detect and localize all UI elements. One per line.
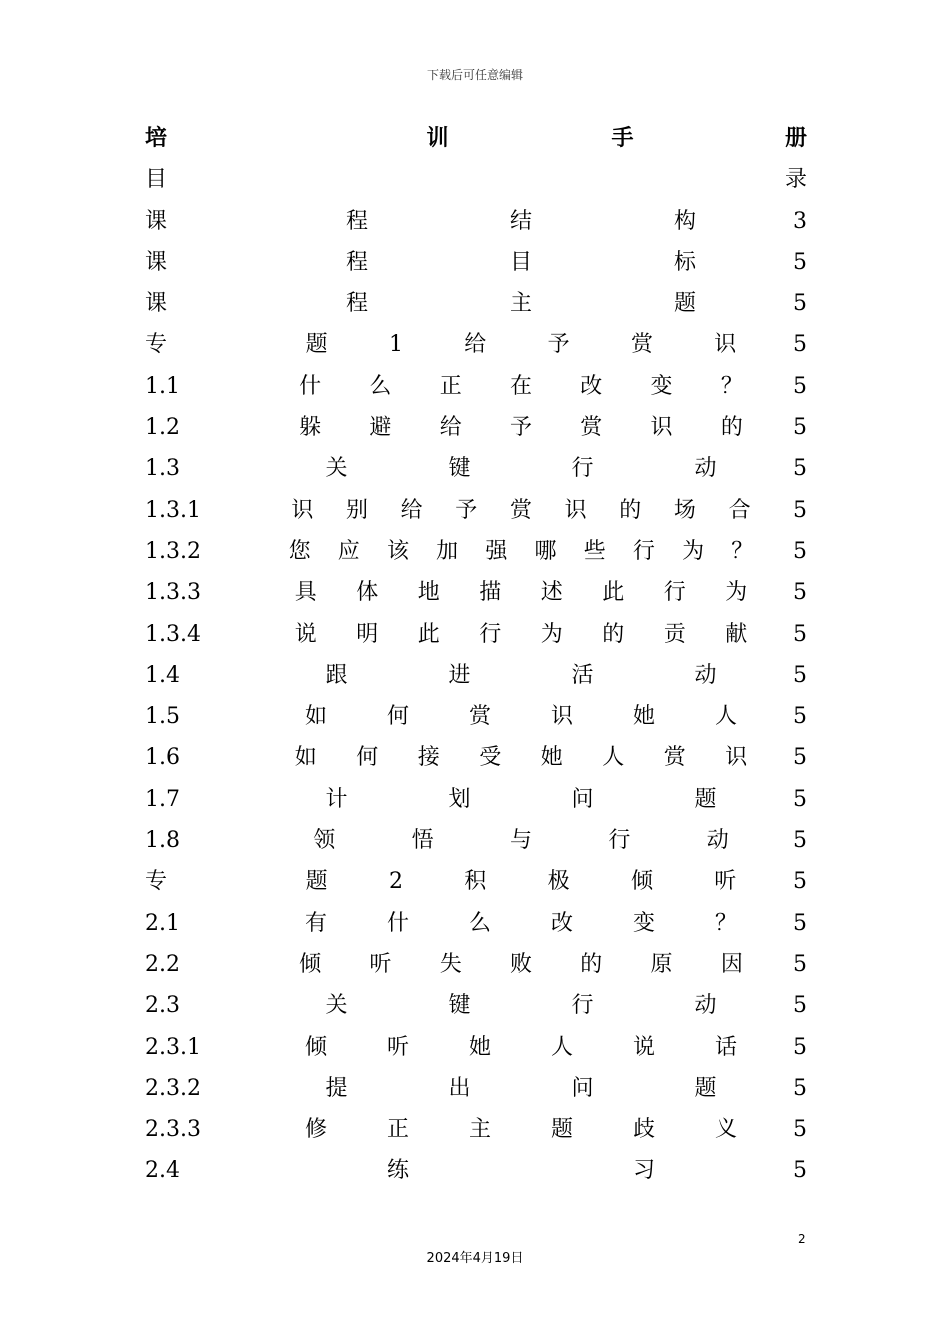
- toc-entry-title-char: 题: [305, 332, 328, 358]
- toc-entry-title-char: 2: [388, 869, 403, 895]
- toc-entry-title-char: 有: [304, 910, 327, 936]
- toc-entry[interactable]: [145, 242, 807, 283]
- toc-entry-title-char: 行: [571, 456, 594, 482]
- toc-entry-number: 2.3.1: [145, 1034, 201, 1060]
- toc-entry-title-char: 进: [448, 662, 471, 688]
- toc-entry-title: [255, 944, 787, 985]
- toc-entry-title: [255, 490, 787, 531]
- toc-entry-page: 5: [793, 1034, 807, 1060]
- toc-entry-title-char: ？: [720, 373, 743, 399]
- toc-entry-number: 2.3: [145, 993, 180, 1019]
- toc-entry-title-char: 如: [294, 745, 317, 771]
- toc-entry-page: 5: [793, 1075, 807, 1101]
- toc-entry-title-char: 目: [509, 249, 532, 275]
- toc-entry-title-char: 人: [550, 1034, 573, 1060]
- toc-entry-title-char: 么: [369, 373, 392, 399]
- toc-entry-title-char: 程: [345, 208, 368, 234]
- toc-entry[interactable]: [145, 614, 807, 655]
- toc-entry-page: 5: [793, 704, 807, 730]
- toc-entry-number: 专: [145, 869, 168, 895]
- toc-entry-title-char: 因: [720, 951, 743, 977]
- toc-entry-number: 1.4: [145, 662, 180, 688]
- toc-entry-page: 5: [793, 373, 807, 399]
- toc-entry-number: 课: [145, 208, 168, 234]
- toc-entry-title-char: 何: [356, 745, 379, 771]
- toc-entry-title-char: 话: [714, 1034, 737, 1060]
- toc-entry-title-char: 义: [714, 1117, 737, 1143]
- toc-entry[interactable]: [145, 655, 807, 696]
- toc-entry-title: [255, 820, 787, 861]
- toc-entry-title-char: 悟: [411, 828, 434, 854]
- title-char: 手: [611, 125, 634, 151]
- toc-entry[interactable]: [145, 1150, 807, 1191]
- toc-entry-title-char: 划: [448, 786, 471, 812]
- toc-entry[interactable]: [145, 572, 807, 613]
- toc-entry-title: [255, 531, 787, 572]
- toc-entry-title-char: 正: [386, 1117, 409, 1143]
- toc-entry-title-char: 听: [714, 869, 737, 895]
- toc-entry-number: 专: [145, 332, 168, 358]
- toc-entry-title: [255, 1150, 787, 1191]
- toc-entry-number: 1.6: [145, 745, 180, 771]
- toc-entry-title-char: 行: [632, 538, 655, 564]
- toc-entry-title-char: 练: [386, 1158, 409, 1184]
- toc-entry-title-char: 合: [728, 497, 751, 523]
- toc-entry-title-char: 该: [386, 538, 409, 564]
- toc-entry-title-char: 积: [464, 869, 487, 895]
- toc-entry-title-char: 她: [468, 1034, 491, 1060]
- toc-entry-title-char: 什: [386, 910, 409, 936]
- toc-entry-title-char: ？: [731, 538, 754, 564]
- toc-entry-title: [255, 201, 787, 242]
- toc-entry-number: 2.1: [145, 910, 180, 936]
- toc-entry-title: [255, 737, 787, 778]
- toc-entry-title-char: 此: [602, 580, 625, 606]
- toc-entry-title: [255, 696, 787, 737]
- toc-entry-title-char: 说: [632, 1034, 655, 1060]
- toc-entry-number: 1.2: [145, 415, 180, 441]
- toc-entry-title-char: 构: [673, 208, 696, 234]
- toc-entry-title-char: 失: [439, 951, 462, 977]
- toc-entry-title-char: 体: [356, 580, 379, 606]
- toc-entry-title-char: 给: [400, 497, 423, 523]
- toc-entry-title-char: 倾: [304, 1034, 327, 1060]
- toc-entry[interactable]: [145, 366, 807, 407]
- toc-entry[interactable]: [145, 820, 807, 861]
- toc-entry[interactable]: [145, 861, 807, 902]
- toc-entry-title-char: 为: [682, 538, 705, 564]
- toc-entry-title-char: 修: [304, 1117, 327, 1143]
- toc-entry-title-char: 描: [479, 580, 502, 606]
- toc-entry-page: 5: [793, 580, 807, 606]
- toc-entry-title: [255, 985, 787, 1026]
- toc-entry-title: [255, 1068, 787, 1109]
- toc-entry-title-char: 给: [439, 415, 462, 441]
- toc-entry-title-char: 识: [291, 497, 314, 523]
- toc-entry[interactable]: [145, 737, 807, 778]
- toc-entry-page: 5: [793, 786, 807, 812]
- toc-entry-title-char: 行: [608, 828, 631, 854]
- toc-entry-title-char: 原: [650, 951, 673, 977]
- toc-entry-number: 课: [145, 249, 168, 275]
- toc-entry-page: 5: [793, 1117, 807, 1143]
- document-title: [145, 118, 807, 159]
- toc-entry-title-char: 变: [632, 910, 655, 936]
- toc-entry-title-char: 正: [439, 373, 462, 399]
- toc-entry-title-char: 动: [706, 828, 729, 854]
- toc-entry[interactable]: [145, 283, 807, 324]
- toc-entry-title-char: 主: [509, 291, 532, 317]
- toc-entry-title-char: 何: [386, 704, 409, 730]
- toc-entry-title-char: 避: [369, 415, 392, 441]
- toc-entry-title-char: 改: [580, 373, 603, 399]
- toc-entry-title-char: 动: [694, 456, 717, 482]
- toc-entry-title-char: 识: [550, 704, 573, 730]
- toc-entry-title: [255, 572, 787, 613]
- toc-entry-title-char: 习: [632, 1158, 655, 1184]
- toc-entry-title-char: 题: [673, 291, 696, 317]
- toc-entry-title-char: 动: [694, 993, 717, 1019]
- toc-entry-title-char: 活: [571, 662, 594, 688]
- toc-entry[interactable]: [145, 407, 807, 448]
- toc-entry-title-char: 跟: [325, 662, 348, 688]
- toc-entry-number: 2.3.2: [145, 1075, 201, 1101]
- toc-entry-title-char: 献: [725, 621, 748, 647]
- toc-entry-title-char: 应: [337, 538, 360, 564]
- toc-entry-title-char: 述: [540, 580, 563, 606]
- toc-entry-title: [255, 861, 787, 902]
- toc-entry-page: 5: [793, 456, 807, 482]
- toc-entry-title-char: ？: [714, 910, 737, 936]
- toc-entry-title-char: 领: [313, 828, 336, 854]
- toc-entry-title-char: 出: [448, 1075, 471, 1101]
- toc-entry-page: 5: [793, 415, 807, 441]
- toc-entry-title-char: 程: [345, 249, 368, 275]
- toc-entry-title: [255, 242, 787, 283]
- toc-entry-page: 5: [793, 662, 807, 688]
- toc-entry-title-char: 关: [325, 993, 348, 1019]
- toc-entry-title-char: 些: [583, 538, 606, 564]
- toc-entry-number: 2.4: [145, 1158, 180, 1184]
- toc-entry-title-char: 极: [547, 869, 570, 895]
- toc-entry-title-char: 题: [305, 869, 328, 895]
- toc-entry-number: 1.7: [145, 786, 180, 812]
- toc-entry-page: 5: [793, 869, 807, 895]
- toc-entry-title-char: 键: [448, 456, 471, 482]
- toc-entry-title-char: 听: [369, 951, 392, 977]
- toc-entry-title-char: 予: [455, 497, 478, 523]
- toc-entry-title-char: 赏: [468, 704, 491, 730]
- toc-entry-title: [255, 448, 787, 489]
- toc-heading-char: 录: [784, 167, 807, 193]
- toc-entry-title: [255, 407, 787, 448]
- toc-entry-title-char: 您: [288, 538, 311, 564]
- toc-entry-title-char: 标: [673, 249, 696, 275]
- toc-entry-title-char: 的: [619, 497, 642, 523]
- toc-entry-title-char: 结: [509, 208, 532, 234]
- toc-entry-title-char: 如: [304, 704, 327, 730]
- toc-entry-page: 5: [793, 332, 807, 358]
- toc-entry-title-char: 贡: [663, 621, 686, 647]
- toc-entry-title-char: 歧: [632, 1117, 655, 1143]
- toc-entry-page: 5: [793, 621, 807, 647]
- toc-entry-title-char: 改: [550, 910, 573, 936]
- toc-entry-title-char: 提: [325, 1075, 348, 1101]
- toc-entry-title-char: 计: [325, 786, 348, 812]
- toc-entry-title-char: 关: [325, 456, 348, 482]
- toc-entry-title: [255, 366, 787, 407]
- toc-entry-number: 1.1: [145, 373, 180, 399]
- toc-entry-title-char: 听: [386, 1034, 409, 1060]
- toc-entry-title-char: 予: [547, 332, 570, 358]
- toc-entry[interactable]: [145, 1109, 807, 1150]
- toc-entry-number: 1.3.2: [145, 538, 201, 564]
- toc-entry-title-char: 为: [725, 580, 748, 606]
- toc-entry-title-char: 场: [673, 497, 696, 523]
- toc-entry-title: [255, 655, 787, 696]
- toc-entry-title-char: 赏: [630, 332, 653, 358]
- toc-entry-title-char: 她: [540, 745, 563, 771]
- toc-entry-page: 5: [793, 1158, 807, 1184]
- toc-entry-title-char: 行: [479, 621, 502, 647]
- toc-entry-title-char: 说: [294, 621, 317, 647]
- toc-entry-title-char: 识: [725, 745, 748, 771]
- toc-entry-number: 2.3.3: [145, 1117, 201, 1143]
- toc-entry-title-char: 与: [509, 828, 532, 854]
- toc-entry-title: [255, 1109, 787, 1150]
- toc-entry-title-char: 人: [714, 704, 737, 730]
- toc-entry-title-char: 的: [580, 951, 603, 977]
- toc-entry-number: 1.3: [145, 456, 180, 482]
- toc-entry[interactable]: [145, 944, 807, 985]
- page-number: 2: [798, 1232, 806, 1246]
- toc-entry-page: 5: [793, 249, 807, 275]
- toc-entry-title-char: 具: [294, 580, 317, 606]
- title-char: 训: [426, 125, 449, 151]
- toc-entry[interactable]: [145, 531, 807, 572]
- toc-entry[interactable]: [145, 903, 807, 944]
- toc-entry-title-char: 识: [714, 332, 737, 358]
- toc-entry-title: [255, 324, 787, 365]
- toc-entry-title-char: 倾: [630, 869, 653, 895]
- toc-entry-page: 5: [793, 745, 807, 771]
- toc-entry-title-char: 加: [436, 538, 459, 564]
- toc-entry-title-char: 程: [345, 291, 368, 317]
- toc-entry-title-char: 哪: [534, 538, 557, 564]
- toc-entry-title-char: 在: [509, 373, 532, 399]
- toc-entry-number: 1.3.3: [145, 580, 201, 606]
- toc-entry-title-char: 予: [509, 415, 532, 441]
- toc-entry-title-char: 此: [417, 621, 440, 647]
- toc-entry-title-char: 地: [417, 580, 440, 606]
- toc-entry-page: 5: [793, 828, 807, 854]
- toc-entry[interactable]: [145, 201, 807, 242]
- toc-entry[interactable]: [145, 779, 807, 820]
- toc-entry-title-char: 接: [417, 745, 440, 771]
- toc-entry-title-char: 题: [694, 1075, 717, 1101]
- toc-entry-title-char: 强: [485, 538, 508, 564]
- toc-entry-title-char: 的: [720, 415, 743, 441]
- toc-entry[interactable]: [145, 696, 807, 737]
- toc-entry-title-char: 躲: [299, 415, 322, 441]
- toc-entry-title-char: 赏: [509, 497, 532, 523]
- toc-entry-title-char: 问: [571, 786, 594, 812]
- toc-entry[interactable]: [145, 1027, 807, 1068]
- toc-entry-title-char: 赏: [580, 415, 603, 441]
- toc-heading-char: 目: [145, 167, 168, 193]
- toc-entry-title-char: 什: [299, 373, 322, 399]
- toc-entry[interactable]: [145, 448, 807, 489]
- toc-entry-title-char: 赏: [663, 745, 686, 771]
- toc-entry-title-char: 题: [694, 786, 717, 812]
- toc-entry-title-char: 题: [550, 1117, 573, 1143]
- toc-entry-title-char: 败: [509, 951, 532, 977]
- toc-entry-title-char: 她: [632, 704, 655, 730]
- toc-entry-title: [255, 614, 787, 655]
- toc-entry-title-char: 问: [571, 1075, 594, 1101]
- toc-entry-number: 1.8: [145, 828, 180, 854]
- page-footer-date: 2024年4月19日: [426, 1251, 524, 1266]
- toc-entry-title-char: 行: [663, 580, 686, 606]
- toc-entry-title-char: 变: [650, 373, 673, 399]
- toc-entry-title-char: 么: [468, 910, 491, 936]
- title-char: 册: [784, 125, 807, 151]
- toc-entry[interactable]: [145, 985, 807, 1026]
- toc-entry-title-char: 主: [468, 1117, 491, 1143]
- toc-entry-title-char: 明: [356, 621, 379, 647]
- toc-entry[interactable]: [145, 1068, 807, 1109]
- toc-heading: [145, 159, 807, 200]
- toc-entry-title-char: 动: [694, 662, 717, 688]
- toc-entry-page: 3: [793, 208, 807, 234]
- toc-entry-title-char: 为: [540, 621, 563, 647]
- toc-entry-number: 1.3.1: [145, 497, 201, 523]
- page-header: 下载后可任意编辑: [426, 68, 523, 82]
- toc-entry-number: 2.2: [145, 951, 180, 977]
- toc-entry[interactable]: [145, 324, 807, 365]
- toc-entry-title-char: 识: [650, 415, 673, 441]
- toc-entry-title-char: 给: [464, 332, 487, 358]
- toc-entry-title-char: 受: [479, 745, 502, 771]
- toc-entry-page: 5: [793, 993, 807, 1019]
- toc-entry-title: [255, 779, 787, 820]
- toc-entry-title: [255, 1027, 787, 1068]
- toc-entry-page: 5: [793, 538, 807, 564]
- toc-entry-title-char: 的: [602, 621, 625, 647]
- toc-entry-title: [255, 903, 787, 944]
- title-char: 培: [145, 125, 168, 151]
- toc-entry-page: 5: [793, 910, 807, 936]
- toc-entry-page: 5: [793, 291, 807, 317]
- title-middle: [255, 118, 785, 159]
- toc-entry-number: 1.5: [145, 704, 180, 730]
- toc-entry-number: 课: [145, 291, 168, 317]
- toc-entry-title-char: 别: [345, 497, 368, 523]
- toc-entry-title-char: 倾: [299, 951, 322, 977]
- toc-entry[interactable]: [145, 490, 807, 531]
- toc-entry-page: 5: [793, 497, 807, 523]
- toc-entry-title-char: 行: [571, 993, 594, 1019]
- toc-entry-page: 5: [793, 951, 807, 977]
- toc-entry-title-char: 识: [564, 497, 587, 523]
- toc-entry-title: [255, 283, 787, 324]
- toc-entry-number: 1.3.4: [145, 621, 201, 647]
- table-of-contents: [145, 118, 807, 1192]
- toc-entry-title-char: 人: [602, 745, 625, 771]
- toc-entry-title-char: 键: [448, 993, 471, 1019]
- toc-entry-title-char: 1: [388, 332, 403, 358]
